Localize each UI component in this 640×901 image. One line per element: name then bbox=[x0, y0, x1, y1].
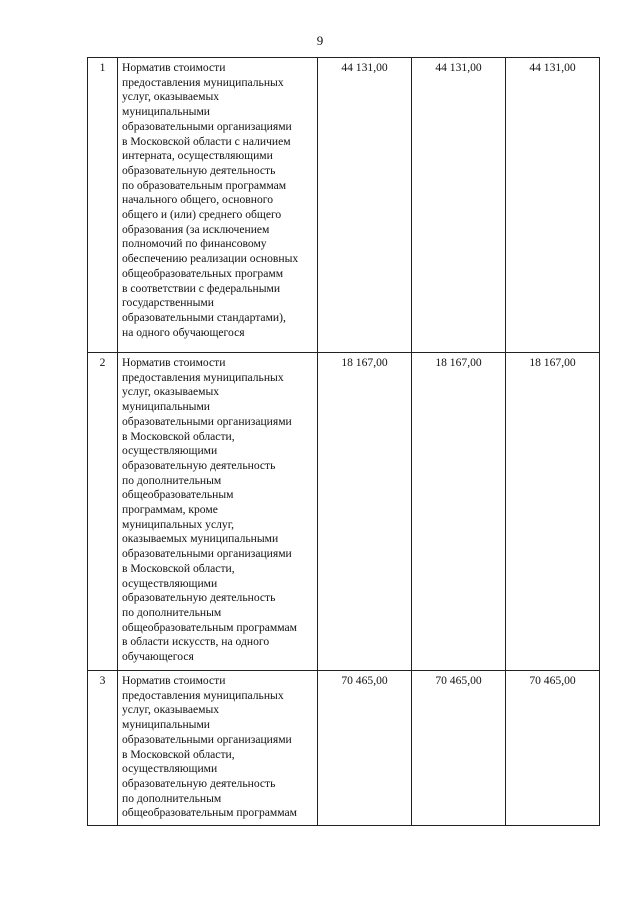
description-line: образовательную деятельность bbox=[122, 163, 276, 177]
description-line: по образовательным программам bbox=[122, 178, 287, 192]
description-line: полномочий по финансовому bbox=[122, 237, 267, 251]
description-line: осуществляющими bbox=[122, 762, 218, 776]
description-line: на одного обучающегося bbox=[122, 325, 245, 339]
description-line: программам, кроме bbox=[122, 503, 218, 517]
description-line: муниципальными bbox=[122, 400, 211, 414]
description-line: образовательную деятельность bbox=[122, 776, 276, 790]
description-line: образования (за исключением bbox=[122, 222, 270, 236]
row-description bbox=[118, 671, 318, 826]
value-cell-1: 70 465,00 bbox=[318, 671, 412, 826]
row-number: 2 bbox=[88, 353, 118, 671]
description-line: в Московской области с наличием bbox=[122, 134, 291, 148]
value-cell-3: 44 131,00 bbox=[506, 58, 600, 353]
value-cell-1: 18 167,00 bbox=[318, 353, 412, 671]
description-line: в Московской области, bbox=[122, 561, 235, 575]
value-cell-1: 44 131,00 bbox=[318, 58, 412, 353]
normative-table bbox=[87, 57, 600, 826]
description-line: образовательную деятельность bbox=[122, 458, 276, 472]
description-line: в Московской области, bbox=[122, 747, 235, 761]
description-line: осуществляющими bbox=[122, 444, 218, 458]
normative-table-body bbox=[88, 58, 600, 826]
description-line: общеобразовательным bbox=[122, 488, 234, 502]
row-description bbox=[118, 353, 318, 671]
description-line: образовательными стандартами), bbox=[122, 310, 286, 324]
description-line: услуг, оказываемых bbox=[122, 90, 220, 104]
description-line: общего и (или) среднего общего bbox=[122, 208, 282, 222]
description-line: предоставления муниципальных bbox=[122, 370, 284, 384]
row-number: 3 bbox=[88, 671, 118, 826]
page-number: 9 bbox=[316, 33, 324, 48]
description-line: обеспечению реализации основных bbox=[122, 252, 299, 266]
description-line: услуг, оказываемых bbox=[122, 385, 220, 399]
description-line: в соответствии с федеральными bbox=[122, 281, 281, 295]
description-line: предоставления муниципальных bbox=[122, 75, 284, 89]
description-line: муниципальных услуг, bbox=[122, 517, 235, 531]
description-line: по дополнительным bbox=[122, 473, 222, 487]
description-line: образовательными организациями bbox=[122, 732, 292, 746]
description-line: начального общего, основного bbox=[122, 193, 274, 207]
row-description bbox=[118, 58, 318, 353]
description-line: по дополнительным bbox=[122, 791, 222, 805]
description-line: общеобразовательным программам bbox=[122, 806, 297, 820]
value-cell-2: 18 167,00 bbox=[412, 353, 506, 671]
table-row bbox=[88, 353, 600, 671]
description-line: образовательными организациями bbox=[122, 119, 292, 133]
description-line: в области искусств, на одного bbox=[122, 635, 270, 649]
description-line: Норматив стоимости bbox=[122, 356, 226, 369]
description-line: образовательную деятельность bbox=[122, 591, 276, 605]
description-line: Норматив стоимости bbox=[122, 61, 226, 74]
description-line: по дополнительным bbox=[122, 605, 222, 619]
row-number: 1 bbox=[88, 58, 118, 353]
description-line: муниципальными bbox=[122, 105, 211, 119]
description-line: оказываемых муниципальными bbox=[122, 532, 279, 546]
description-line: общеобразовательным программам bbox=[122, 620, 297, 634]
table-row bbox=[88, 58, 600, 353]
description-line: в Московской области, bbox=[122, 429, 235, 443]
description-line: интерната, осуществляющими bbox=[122, 149, 273, 163]
value-cell-2: 70 465,00 bbox=[412, 671, 506, 826]
description-line: услуг, оказываемых bbox=[122, 703, 220, 717]
description-line: образовательными организациями bbox=[122, 547, 292, 561]
value-cell-3: 18 167,00 bbox=[506, 353, 600, 671]
table-row bbox=[88, 671, 600, 826]
description-line: общеобразовательных программ bbox=[122, 266, 284, 280]
description-line: муниципальными bbox=[122, 718, 211, 732]
description-line: Норматив стоимости bbox=[122, 674, 226, 687]
value-cell-3: 70 465,00 bbox=[506, 671, 600, 826]
description-line: государственными bbox=[122, 296, 214, 310]
description-line: предоставления муниципальных bbox=[122, 688, 284, 702]
value-cell-2: 44 131,00 bbox=[412, 58, 506, 353]
description-line: обучающегося bbox=[122, 650, 194, 664]
description-line: осуществляющими bbox=[122, 576, 218, 590]
description-line: образовательными организациями bbox=[122, 414, 292, 428]
